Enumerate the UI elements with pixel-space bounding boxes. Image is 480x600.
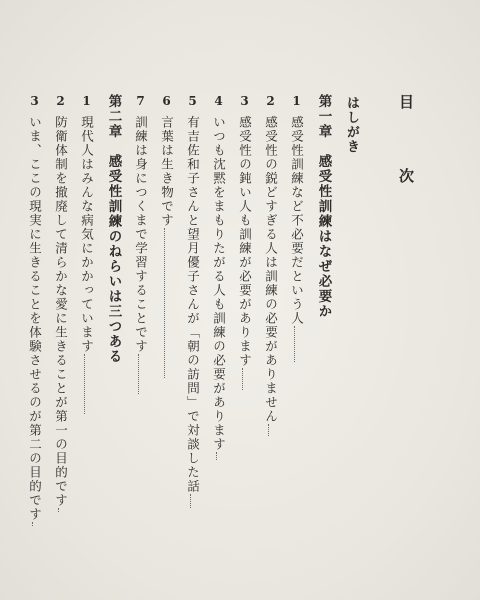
toc-entry — [238, 94, 251, 390]
entry-text: いま、ここの現実に生きることを体験させるのが第二の目的です — [27, 115, 43, 522]
toc-entry — [290, 94, 303, 362]
entry-text: 訓練は身につくまで学習することです — [133, 115, 149, 354]
entry-text: 感受性訓練など不必要だという人 — [289, 115, 305, 326]
entry-text: いつも沈黙をまもりたがる人も訓練の必要があります — [211, 115, 227, 452]
toc-title: 目 次 — [397, 94, 415, 205]
chapter-1-heading: 第一章 感受性訓練はなぜ必要か — [315, 94, 332, 319]
preface-entry: はしがき — [344, 96, 359, 154]
entry-text: 感受性の鈍い人も訓練が必要があります — [237, 115, 253, 368]
entry-number: 2 — [263, 94, 278, 110]
chapter-2-heading: 第二章 感受性訓練のねらいは三つある — [105, 94, 122, 364]
entry-number: 2 — [53, 94, 68, 110]
toc-entry — [54, 94, 67, 512]
entry-number: 3 — [237, 94, 252, 110]
entry-number: 4 — [211, 94, 226, 110]
entry-text: 現代人はみんな病気にかかっています — [79, 115, 95, 354]
toc-entry — [186, 94, 199, 508]
leader-dots — [268, 424, 269, 436]
toc-entry — [28, 94, 41, 526]
toc-entry — [80, 94, 93, 414]
entry-number: 1 — [289, 94, 304, 110]
entry-number: 1 — [79, 94, 94, 110]
toc-entry — [264, 94, 277, 436]
leader-dots — [216, 452, 217, 460]
toc-entry — [134, 94, 147, 394]
entry-number: 3 — [27, 94, 42, 110]
entry-text: 防衛体制を撤廃して清らかな愛に生きることが第一の目的です — [53, 115, 69, 508]
toc-entry — [160, 94, 173, 378]
leader-dots — [84, 354, 85, 414]
toc-entry — [212, 94, 225, 460]
leader-dots — [190, 494, 191, 508]
entry-number: 7 — [133, 94, 148, 110]
leader-dots — [32, 522, 33, 526]
leader-dots — [164, 228, 165, 378]
leader-dots — [294, 326, 295, 362]
entry-text: 言葉は生き物です — [159, 115, 175, 228]
entry-text: 有吉佐和子さんと望月優子さんが「朝の訪問」で対談した話 — [185, 115, 201, 494]
leader-dots — [242, 368, 243, 390]
leader-dots — [58, 508, 59, 512]
entry-text: 感受性の鋭どすぎる人は訓練の必要がありません — [263, 115, 279, 424]
leader-dots — [138, 354, 139, 394]
entry-number: 6 — [159, 94, 174, 110]
entry-number: 5 — [185, 94, 200, 110]
